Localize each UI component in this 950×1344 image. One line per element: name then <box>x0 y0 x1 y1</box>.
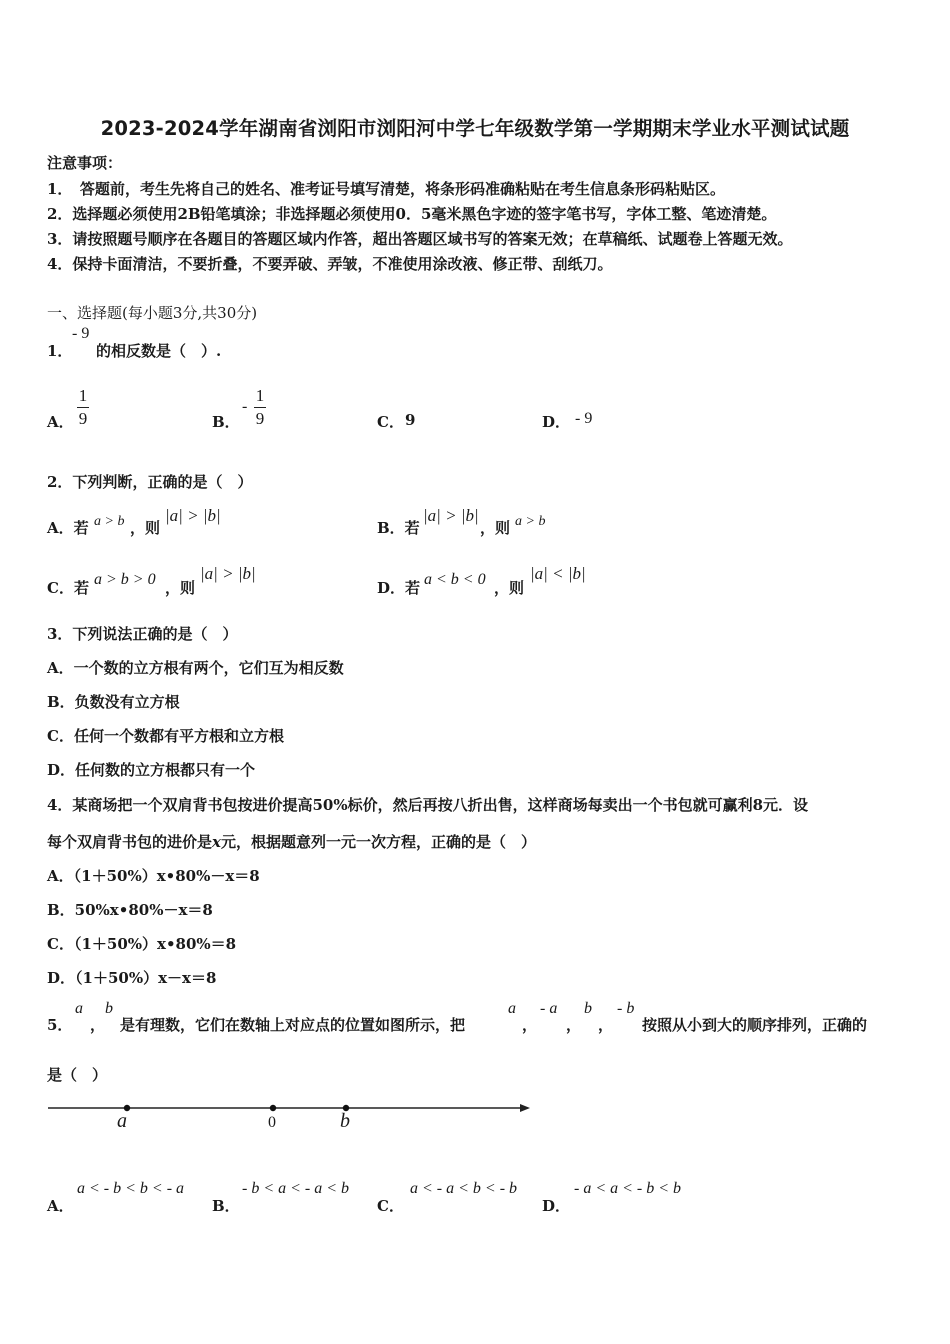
q5-stem-line2: 是（ ） <box>47 1066 108 1084</box>
q5-comma: ， <box>90 1016 106 1034</box>
q5-option-c-label: C． <box>377 1197 404 1215</box>
q2-option-a-label: A．若 <box>47 519 89 537</box>
q5-var-a: a <box>75 1000 83 1017</box>
q2-option-c-result: |a| > |b| <box>200 564 256 583</box>
q5-option-b-expr: - b < a < - a < b <box>242 1180 350 1197</box>
q2-stem: 2．下列判断，正确的是（ ） <box>47 473 253 491</box>
q2-option-d-then: ，则 <box>494 579 525 597</box>
q4-stem-line1: 4．某商场把一个双肩背书包按进价提高50%标价，然后再按八折出售，这样商场每卖出一个书包就可赢利8元．设 <box>47 796 809 814</box>
q2-option-a-then: ，则 <box>130 519 161 537</box>
q2-option-b-then: ，则 <box>480 519 511 537</box>
q2-option-c-condition: a > b > 0 <box>94 571 156 588</box>
q1-stem: 的相反数是（ ）. <box>96 342 222 360</box>
q5-seq-comma: ， <box>522 1016 538 1034</box>
q4-stem-prefix: 每个双肩背书包的进价是 <box>47 833 213 851</box>
q5-seq-item: - b <box>617 1000 635 1017</box>
q5-option-d-label: D． <box>542 1197 571 1215</box>
q5-option-a-expr: a < - b < b < - a <box>77 1180 185 1197</box>
q3-stem: 3．下列说法正确的是（ ） <box>47 625 238 643</box>
q1-expression: - 9 <box>72 325 90 342</box>
axis-label-b: b <box>340 1110 350 1132</box>
q1-number: 1． <box>47 342 73 360</box>
numerator: 1 <box>78 386 88 405</box>
page-title: 2023-2024学年湖南省浏阳市浏阳河中学七年级数学第一学期期末学业水平测试试题 <box>100 117 850 140</box>
q4-option-c: C．（1＋50%）x•80%＝8 <box>47 935 237 953</box>
axis-label-origin: 0 <box>268 1114 276 1131</box>
q5-option-c-expr: a < - a < b < - b <box>410 1180 518 1197</box>
q5-number: 5． <box>47 1016 73 1034</box>
q1-option-a-label: A． <box>47 413 74 431</box>
q2-option-a-result: |a| > |b| <box>165 506 221 525</box>
q1-option-d-label: D． <box>542 413 571 431</box>
q2-option-b-condition: |a| > |b| <box>423 506 479 525</box>
notice-item: 3．请按照题号顺序在各题目的答题区域内作答，超出答题区域书写的答案无效；在草稿纸、试题卷上答题无效。 <box>47 230 793 248</box>
q2-option-b-result: a > b <box>515 514 546 529</box>
q2-option-d-condition: a < b < 0 <box>424 571 486 588</box>
q3-option-a: A．一个数的立方根有两个，它们互为相反数 <box>47 659 344 677</box>
q5-option-d-expr: - a < a < - b < b <box>574 1180 682 1197</box>
q1-option-b-sign: - <box>242 398 248 415</box>
q2-option-d-label: D．若 <box>377 579 421 597</box>
q1-option-c-value: 9 <box>405 411 416 429</box>
q5-seq-item: - a <box>540 1000 558 1017</box>
q3-option-d: D．任何数的立方根都只有一个 <box>47 761 256 779</box>
q1-option-a-fraction <box>77 386 89 429</box>
denominator: 9 <box>255 409 265 428</box>
axis-arrow <box>520 1104 530 1112</box>
q5-stem-end: 按照从小到大的顺序排列，正确的 <box>642 1016 868 1034</box>
q4-stem-line2 <box>47 831 536 852</box>
denominator: 9 <box>78 409 88 428</box>
q2-option-d-result: |a| < |b| <box>530 564 586 583</box>
q4-option-a: A．（1＋50%）x•80%－x＝8 <box>47 867 260 885</box>
q2-option-b-label: B．若 <box>377 519 420 537</box>
notice-heading: 注意事项： <box>47 154 123 172</box>
q5-option-b-label: B． <box>212 1197 240 1215</box>
point-origin <box>270 1105 276 1111</box>
q2-option-a-condition: a > b <box>94 514 125 529</box>
notice-item: 1． 答题前，考生先将自己的姓名、准考证号填写清楚，将条形码准确粘贴在考生信息条形码粘贴区。 <box>47 180 725 198</box>
q4-stem-suffix: 元，根据题意列一元一次方程，正确的是（ ） <box>220 833 536 851</box>
q5-seq-comma: ， <box>566 1016 582 1034</box>
q3-option-b: B．负数没有立方根 <box>47 693 180 711</box>
q4-variable: x <box>212 833 221 851</box>
notice-item: 4．保持卡面清洁，不要折叠，不要弄破、弄皱，不准使用涂改液、修正带、刮纸刀。 <box>47 255 613 273</box>
q3-option-c: C．任何一个数都有平方根和立方根 <box>47 727 284 745</box>
q5-seq-item: b <box>584 1000 592 1017</box>
q5-seq-comma: ， <box>598 1016 614 1034</box>
q1-option-b-fraction <box>254 386 266 429</box>
q2-option-c-label: C．若 <box>47 579 89 597</box>
q1-option-d-value: - 9 <box>575 410 593 427</box>
notice-item: 2．选择题必须使用2B铅笔填涂；非选择题必须使用0．5毫米黑色字迹的签字笔书写，字体工整、笔迹清楚。 <box>47 205 777 223</box>
q5-stem-middle: 是有理数，它们在数轴上对应点的位置如图所示，把 <box>120 1016 466 1034</box>
q1-option-c-label: C． <box>377 413 404 431</box>
q5-option-a-label: A． <box>47 1197 74 1215</box>
q5-seq-item: a <box>508 1000 516 1017</box>
section-heading: 一、选择题(每小题3分,共30分) <box>47 304 258 322</box>
q2-option-c-then: ，则 <box>165 579 196 597</box>
axis-label-a: a <box>117 1110 127 1132</box>
q1-option-b-label: B． <box>212 413 240 431</box>
numerator: 1 <box>255 386 265 405</box>
q4-option-b: B．50%x•80%－x＝8 <box>47 901 213 919</box>
q4-option-d: D．（1＋50%）x－x＝8 <box>47 969 217 987</box>
q5-var-b: b <box>105 1000 113 1017</box>
